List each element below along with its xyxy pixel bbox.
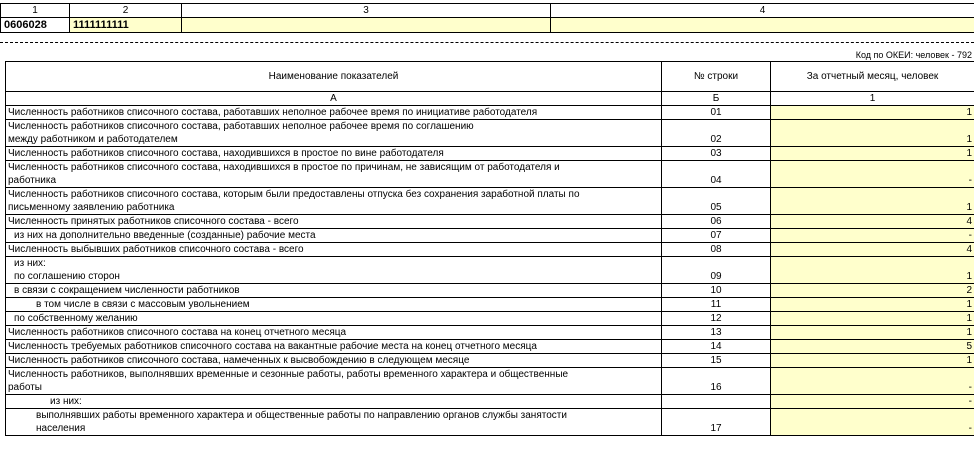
row-number: 03 — [662, 147, 771, 161]
row-value[interactable]: 2 — [771, 284, 974, 298]
subheader-1: 1 — [771, 92, 974, 106]
table-row — [6, 120, 974, 147]
row-label — [6, 161, 662, 188]
row-number: 10 — [662, 284, 771, 298]
row-value[interactable]: 4 — [771, 215, 974, 229]
top-col-1: 1 — [1, 4, 70, 18]
table-row — [6, 340, 974, 354]
row-label-line: Численность работников списочного состава, которым были предоставлены отпуска без сохранения заработной платы по — [8, 189, 580, 200]
table-row — [6, 243, 974, 257]
row-number: 17 — [662, 409, 771, 436]
row-label-line: Численность работников, выполнявших временные и сезонные работы, работы временного характера и общественные — [8, 369, 569, 380]
top-code-table — [0, 3, 974, 33]
table-row — [6, 395, 974, 409]
row-number: 05 — [662, 188, 771, 215]
row-label: Численность работников списочного состава, находившихся в простое по вине работодателя — [6, 147, 662, 161]
row-label: по собственному желанию — [6, 312, 662, 326]
table-row — [6, 215, 974, 229]
row-label: Численность требуемых работников списочного состава на вакантные рабочие места на конец отчетного месяца — [6, 340, 662, 354]
row-value[interactable]: - — [771, 229, 974, 243]
table-row — [6, 257, 974, 284]
table-row — [6, 312, 974, 326]
table-row — [6, 188, 974, 215]
row-value[interactable]: 1 — [771, 257, 974, 284]
header-name: Наименование показателей — [6, 62, 662, 92]
table-row — [6, 147, 974, 161]
table-row — [6, 298, 974, 312]
row-label: из них: — [6, 395, 662, 409]
row-label-line: Численность работников списочного состава, находившихся в простое по причинам, не зависящим от работодателя и — [8, 162, 560, 173]
row-label: из них на дополнительно введенные (созданные) рабочие места — [6, 229, 662, 243]
row-label-line: населения — [36, 423, 86, 434]
report-table — [5, 61, 974, 436]
row-label — [6, 188, 662, 215]
row-label: в связи с сокращением численности работников — [6, 284, 662, 298]
row-label — [6, 120, 662, 147]
row-label: Численность принятых работников списочного состава - всего — [6, 215, 662, 229]
row-value[interactable]: 1 — [771, 147, 974, 161]
row-number: 01 — [662, 106, 771, 120]
table-row — [6, 326, 974, 340]
row-value[interactable]: 1 — [771, 312, 974, 326]
table-row — [6, 106, 974, 120]
row-label-line: работника — [8, 175, 57, 186]
row-label-line: работы — [8, 382, 42, 393]
top-col-2: 2 — [70, 4, 182, 18]
row-number: 07 — [662, 229, 771, 243]
table-row — [6, 368, 974, 395]
row-label-line: из них: — [14, 258, 46, 269]
row-label: Численность работников списочного состава, намеченных к высвобождению в следующем месяце — [6, 354, 662, 368]
row-label: в том числе в связи с массовым увольнением — [6, 298, 662, 312]
row-number: 14 — [662, 340, 771, 354]
row-value[interactable]: - — [771, 395, 974, 409]
row-label: Численность работников списочного состава, работавших неполное рабочее время по инициативе работодателя — [6, 106, 662, 120]
row-number: 16 — [662, 368, 771, 395]
row-value[interactable]: 4 — [771, 243, 974, 257]
row-number: 06 — [662, 215, 771, 229]
subheader-a: А — [6, 92, 662, 106]
code-cell-4[interactable] — [551, 18, 974, 33]
row-number: 15 — [662, 354, 771, 368]
row-number — [662, 395, 771, 409]
okei-label: Код по ОКЕИ: человек - 792 — [855, 50, 972, 60]
row-number: 13 — [662, 326, 771, 340]
table-row — [6, 409, 974, 436]
subheader-b: Б — [662, 92, 771, 106]
row-value[interactable]: 5 — [771, 340, 974, 354]
form-code-cell[interactable]: 0606028 — [1, 18, 70, 33]
row-label: Численность работников списочного состава на конец отчетного месяца — [6, 326, 662, 340]
header-row-number: № строки — [662, 62, 771, 92]
row-number: 04 — [662, 161, 771, 188]
row-label: Численность выбывших работников списочного состава - всего — [6, 243, 662, 257]
top-col-4: 4 — [551, 4, 974, 18]
table-row — [6, 284, 974, 298]
row-value[interactable]: 1 — [771, 354, 974, 368]
row-number: 08 — [662, 243, 771, 257]
row-label-line: по соглашению сторон — [14, 271, 120, 282]
row-number: 11 — [662, 298, 771, 312]
row-number: 09 — [662, 257, 771, 284]
row-label — [6, 409, 662, 436]
row-label-line: письменному заявлению работника — [8, 202, 175, 213]
row-label-line: выполнявших работы временного характера и общественные работы по направлению органов службы занятости — [36, 410, 567, 421]
row-number: 12 — [662, 312, 771, 326]
top-col-3: 3 — [182, 4, 551, 18]
row-value[interactable]: - — [771, 368, 974, 395]
row-value[interactable]: 1 — [771, 120, 974, 147]
table-row — [6, 161, 974, 188]
row-value[interactable]: - — [771, 161, 974, 188]
dashed-divider — [0, 42, 974, 43]
row-value[interactable]: 1 — [771, 188, 974, 215]
table-row — [6, 229, 974, 243]
table-row — [6, 354, 974, 368]
row-label — [6, 368, 662, 395]
row-value[interactable]: - — [771, 409, 974, 436]
row-label-line: между работником и работодателем — [8, 134, 178, 145]
header-value: За отчетный месяц, человек — [771, 62, 974, 92]
okpo-code-cell[interactable]: 1111111111 — [70, 18, 182, 33]
row-value[interactable]: 1 — [771, 106, 974, 120]
code-cell-3[interactable] — [182, 18, 551, 33]
row-label — [6, 257, 662, 284]
row-number: 02 — [662, 120, 771, 147]
row-value[interactable]: 1 — [771, 326, 974, 340]
row-value[interactable]: 1 — [771, 298, 974, 312]
row-label-line: Численность работников списочного состава, работавших неполное рабочее время по соглашению — [8, 121, 474, 132]
